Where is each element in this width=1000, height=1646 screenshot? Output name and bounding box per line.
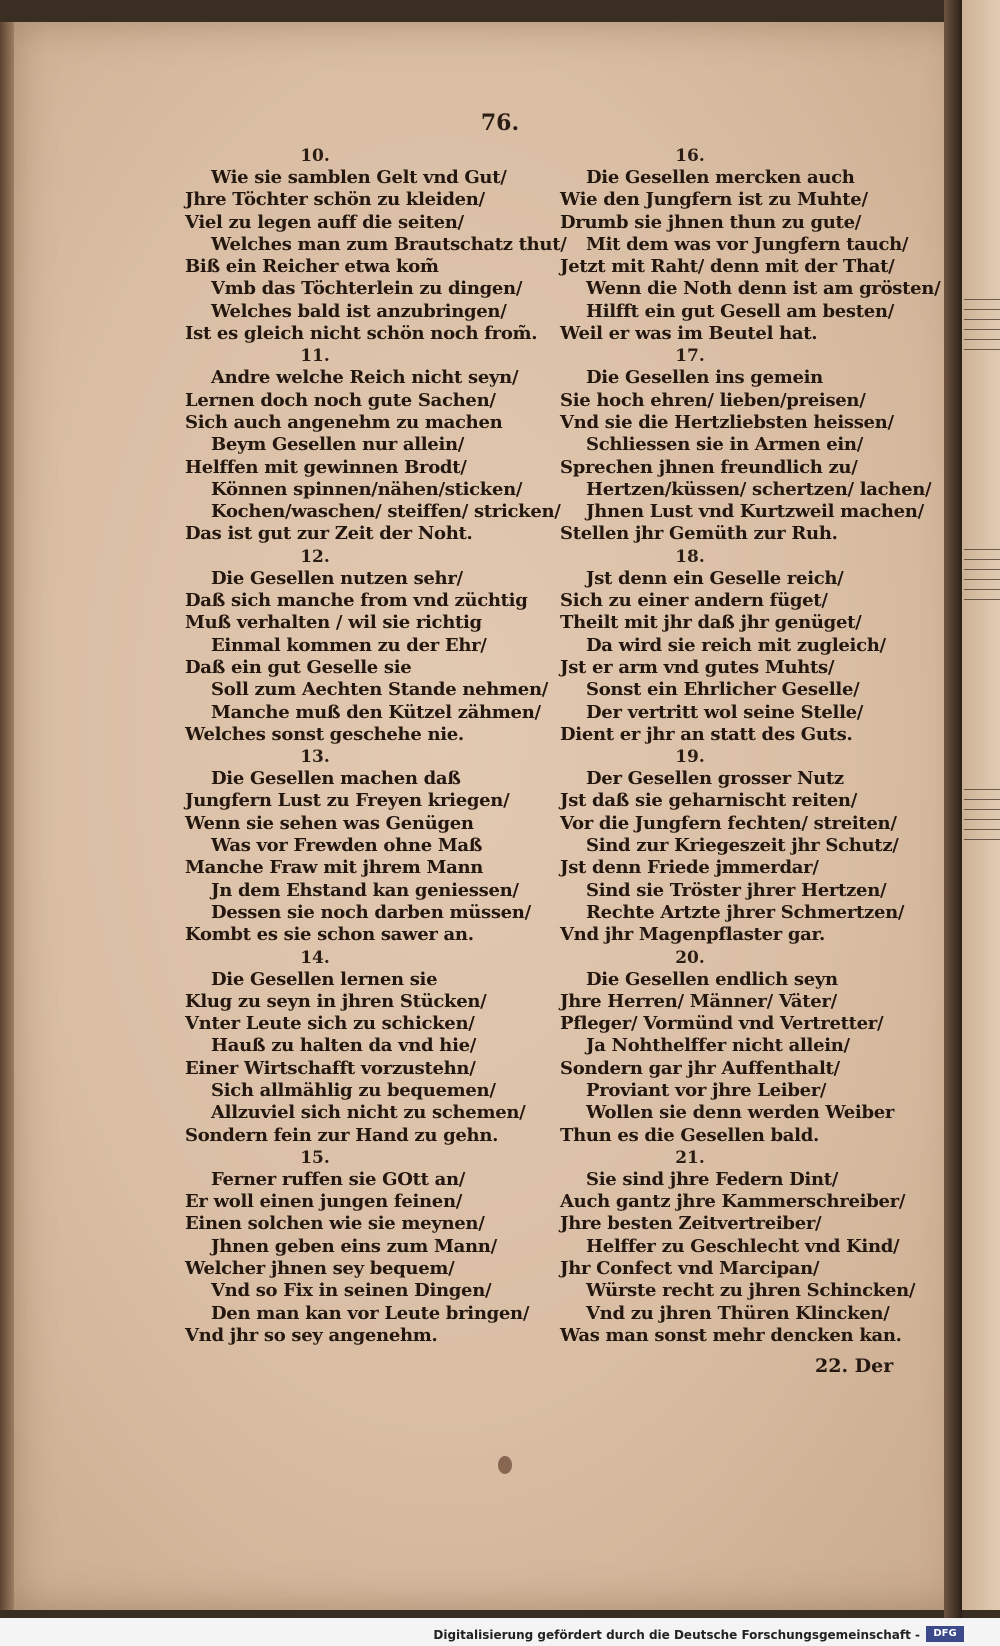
verse-line: Kochen/waschen/ steiffen/ stricken/ (211, 501, 561, 523)
verse-line: Hilfft ein gut Gesell am besten/ (586, 300, 894, 322)
verse-line: Einmal kommen zu der Ehr/ (211, 634, 487, 656)
verse-line: Jn dem Ehstand kan geniessen/ (211, 879, 519, 901)
stanza-number: 14. (300, 947, 330, 968)
verse-line: Jungfern Lust zu Freyen kriegen/ (185, 790, 510, 812)
verse-line: Jhnen Lust vnd Kurtzweil machen/ (586, 501, 924, 523)
stanza (560, 1147, 960, 1347)
verse-line: Jhre Töchter schön zu kleiden/ (185, 189, 485, 211)
verse-line: Proviant vor jhre Leiber/ (586, 1079, 827, 1101)
stanza-number: 10. (300, 146, 330, 166)
music-staff-fragment (964, 540, 1000, 600)
verse-line: Dessen sie noch darben müssen/ (211, 901, 531, 923)
verse-line: Die Gesellen ins gemein (586, 367, 823, 389)
music-staff-fragment (964, 290, 1000, 350)
verse-line: Jhnen geben eins zum Mann/ (211, 1235, 497, 1257)
verse-line: Pfleger/ Vormünd vnd Vertretter/ (560, 1013, 884, 1035)
verse-line: Jst denn Friede jmmerdar/ (560, 857, 819, 879)
verse-line: Was man sonst mehr dencken kan. (560, 1324, 902, 1346)
stanza (560, 746, 960, 946)
stanza (185, 746, 585, 946)
funding-credit: Digitalisierung gefördert durch die Deutsche Forschungsgemeinschaft - (433, 1628, 920, 1642)
verse-line: Rechte Artzte jhrer Schmertzen/ (586, 901, 905, 923)
verse-line: Helffen mit gewinnen Brodt/ (185, 456, 467, 478)
verse-line: Die Gesellen endlich seyn (586, 968, 838, 990)
verse-line: Vnd so Fix in seinen Dingen/ (211, 1280, 492, 1302)
stanza (185, 1147, 585, 1347)
verse-line: Die Gesellen mercken auch (586, 167, 855, 188)
verse-line: Die Gesellen lernen sie (211, 968, 438, 990)
verse-line: Sondern fein zur Hand zu gehn. (185, 1124, 499, 1146)
left-poem-column (185, 145, 585, 1347)
verse-line: Einer Wirtschafft vorzustehn/ (185, 1057, 476, 1079)
verse-line: Sie sind jhre Federn Dint/ (586, 1168, 839, 1190)
stanza-number: 20. (675, 947, 705, 968)
stanza-number: 18. (675, 546, 705, 567)
verse-line: Allzuviel sich nicht zu schemen/ (211, 1102, 526, 1124)
verse-line: Jetzt mit Raht/ denn mit der That/ (560, 256, 895, 278)
verse-line: Sprechen jhnen freundlich zu/ (560, 456, 858, 478)
verse-line: Helffer zu Geschlecht vnd Kind/ (586, 1235, 900, 1257)
verse-line: Drumb sie jhnen thun zu gute/ (560, 211, 861, 233)
verse-line: Wenn die Noth denn ist am grösten/ (586, 278, 941, 300)
stanza (185, 345, 585, 545)
music-staff-fragment (964, 780, 1000, 840)
stanza (185, 546, 585, 746)
verse-line: Welches bald ist anzubringen/ (211, 300, 507, 322)
stanza (185, 145, 585, 345)
verse-line: Wie sie samblen Gelt vnd Gut/ (211, 167, 507, 188)
verse-line: Jhr Confect vnd Marcipan/ (560, 1258, 820, 1280)
stanza-number: 21. (675, 1147, 705, 1168)
verse-line: Manche muß den Kützel zähmen/ (211, 701, 541, 723)
verse-line: Die Gesellen nutzen sehr/ (211, 567, 463, 589)
verse-line: Kombt es sie schon sawer an. (185, 924, 474, 946)
verse-line: Die Gesellen machen daß (211, 768, 461, 790)
verse-line: Einen solchen wie sie meynen/ (185, 1213, 485, 1235)
verse-line: Manche Fraw mit jhrem Mann (185, 857, 484, 879)
verse-line: Wenn sie sehen was Genügen (185, 812, 474, 834)
ink-blot (498, 1456, 512, 1474)
verse-line: Welcher jhnen sey bequem/ (185, 1258, 455, 1280)
verse-line: Sich allmählig zu bequemen/ (211, 1079, 496, 1101)
stanza (560, 345, 960, 545)
stanza (560, 145, 960, 345)
verse-line: Vnd jhr Magenpflaster gar. (560, 924, 825, 946)
verse-line: Können spinnen/nähen/sticken/ (211, 478, 523, 500)
verse-line: Daß ein gut Geselle sie (185, 656, 412, 678)
verse-line: Sie hoch ehren/ lieben/preisen/ (560, 389, 866, 411)
verse-line: Welches sonst geschehe nie. (185, 723, 464, 745)
dfg-logo: DFG (926, 1626, 964, 1642)
verse-line: Vnd sie die Hertzliebsten heissen/ (560, 411, 894, 433)
verse-line: Sich zu einer andern füget/ (560, 590, 828, 612)
verse-line: Mit dem was vor Jungfern tauch/ (586, 233, 909, 255)
verse-line: Sind sie Tröster jhrer Hertzen/ (586, 879, 887, 901)
verse-line: Jst er arm vnd gutes Muhts/ (560, 656, 835, 678)
verse-line: Jhre besten Zeitvertreiber/ (560, 1213, 822, 1235)
catchword: 22. Der (815, 1355, 894, 1377)
verse-line: Sind zur Kriegeszeit jhr Schutz/ (586, 835, 899, 857)
right-poem-column (560, 145, 960, 1347)
verse-line: Weil er was im Beutel hat. (560, 323, 818, 345)
verse-line: Vnd zu jhren Thüren Klincken/ (586, 1302, 890, 1324)
verse-line: Hertzen/küssen/ schertzen/ lachen/ (586, 478, 932, 500)
verse-line: Dient er jhr an statt des Guts. (560, 723, 853, 745)
verse-line: Biß ein Reicher etwa kom̃ (185, 256, 439, 278)
verse-line: Ferner ruffen sie GOtt an/ (211, 1168, 466, 1190)
verse-line: Welches man zum Brautschatz thut/ (211, 233, 567, 255)
verse-line: Den man kan vor Leute bringen/ (211, 1302, 530, 1324)
verse-line: Theilt mit jhr daß jhr genüget/ (560, 612, 862, 634)
verse-line: Sich auch angenehm zu machen (185, 411, 503, 433)
verse-line: Wie den Jungfern ist zu Muhte/ (560, 189, 868, 211)
verse-line: Vnd jhr so sey angenehm. (185, 1324, 438, 1346)
verse-line: Ist es gleich nicht schön noch from̃. (185, 323, 538, 345)
stanza-number: 16. (675, 146, 705, 166)
stanza-number: 12. (300, 546, 330, 567)
verse-line: Soll zum Aechten Stande nehmen/ (211, 679, 549, 701)
verse-line: Vnter Leute sich zu schicken/ (185, 1013, 475, 1035)
verse-line: Sonst ein Ehrlicher Geselle/ (586, 679, 860, 701)
verse-line: Daß sich manche from vnd züchtig (185, 590, 528, 612)
adjacent-page-edge (962, 0, 1000, 1610)
verse-line: Jst daß sie geharnischt reiten/ (560, 790, 857, 812)
verse-line: Auch gantz jhre Kammerschreiber/ (560, 1191, 906, 1213)
verse-line: Klug zu seyn in jhren Stücken/ (185, 990, 487, 1012)
verse-line: Lernen doch noch gute Sachen/ (185, 389, 496, 411)
stanza-number: 17. (675, 346, 705, 367)
verse-line: Der vertritt wol seine Stelle/ (586, 701, 864, 723)
verse-line: Vor die Jungfern fechten/ streiten/ (560, 812, 897, 834)
stanza (560, 546, 960, 746)
stanza-number: 15. (300, 1147, 330, 1168)
verse-line: Würste recht zu jhren Schincken/ (586, 1280, 916, 1302)
stanza-number: 11. (300, 346, 330, 367)
verse-line: Stellen jhr Gemüth zur Ruh. (560, 523, 838, 545)
verse-line: Der Gesellen grosser Nutz (586, 768, 844, 790)
verse-line: Wollen sie denn werden Weiber (586, 1102, 895, 1124)
verse-line: Sondern gar jhr Auffenthalt/ (560, 1057, 840, 1079)
verse-line: Andre welche Reich nicht seyn/ (211, 367, 519, 389)
verse-line: Da wird sie reich mit zugleich/ (586, 634, 886, 656)
stanza-number: 13. (300, 747, 330, 768)
verse-line: Er woll einen jungen feinen/ (185, 1191, 463, 1213)
verse-line: Vmb das Töchterlein zu dingen/ (211, 278, 523, 300)
verse-line: Das ist gut zur Zeit der Noht. (185, 523, 473, 545)
verse-line: Jst denn ein Geselle reich/ (586, 567, 844, 589)
verse-line: Was vor Frewden ohne Maß (211, 835, 483, 857)
stanza (185, 947, 585, 1147)
verse-line: Muß verhalten / wil sie richtig (185, 612, 482, 634)
verse-line: Schliessen sie in Armen ein/ (586, 434, 863, 456)
verse-line: Beym Gesellen nur allein/ (211, 434, 465, 456)
verse-line: Thun es die Gesellen bald. (560, 1124, 819, 1146)
page-number: 76. (480, 110, 520, 136)
verse-line: Jhre Herren/ Männer/ Väter/ (560, 990, 837, 1012)
stanza-number: 19. (675, 747, 705, 768)
stanza (560, 947, 960, 1147)
verse-line: Hauß zu halten da vnd hie/ (211, 1035, 477, 1057)
verse-line: Ja Nohthelffer nicht allein/ (586, 1035, 850, 1057)
verse-line: Viel zu legen auff die seiten/ (185, 211, 464, 233)
